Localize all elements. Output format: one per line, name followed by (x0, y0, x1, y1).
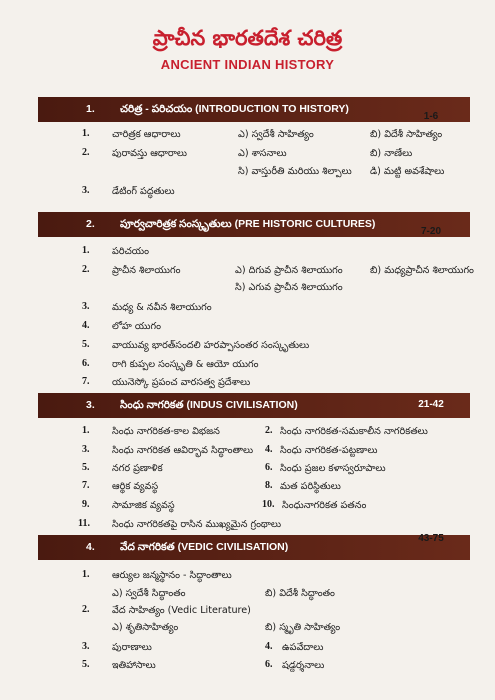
list-item: ఇతిహాసాలు (112, 660, 156, 671)
item-index: 9. (82, 499, 90, 510)
list-item: డేటింగ్ పద్ధతులు (112, 186, 175, 197)
list-item: వేద సాహిత్యం (Vedic Literature) (112, 605, 251, 616)
list-item: ఎ) శాసనాలు (238, 148, 287, 159)
list-item: సి) వాస్తురీతి మరియు శిల్పాలు (238, 166, 352, 177)
item-index: 5. (82, 659, 90, 670)
list-item: చారిత్రక ఆధారాలు (112, 129, 181, 140)
item-index: 1. (82, 245, 90, 256)
list-item: బి) మధ్యప్రాచీన శిలాయుగం (370, 265, 474, 276)
section-number: 3. (86, 399, 95, 411)
section-header-1 (38, 97, 470, 122)
list-item: మత పరిస్థితులు (280, 481, 341, 492)
section-title: సింధు నాగరికత (INDUS CIVILISATION) (120, 399, 298, 411)
item-index: 2. (82, 147, 90, 158)
list-item: పరిచయం (112, 246, 150, 257)
item-index: 1. (82, 569, 90, 580)
section-pages-3: 21-42 (418, 399, 444, 410)
list-item: బి) స్మృతి సాహిత్యం (265, 622, 341, 633)
list-item: ప్రాచీన శిలాయుగం (112, 265, 181, 276)
list-item: ఎ) శృతిసాహిత్యం (112, 622, 179, 633)
item-index: 3. (82, 185, 90, 196)
item-index: 1. (82, 128, 90, 139)
item-index: 6. (82, 358, 90, 369)
list-item: లోహ యుగం (112, 321, 161, 332)
item-index: 7. (82, 480, 90, 491)
list-item: సింధు నాగరికత-పట్టణాలు (280, 445, 378, 456)
list-item: యునెస్కో ప్రపంచ వారసత్వ ప్రదేశాలు (112, 377, 251, 388)
list-item: సింధునాగరికత పతనం (282, 500, 367, 511)
page-title-english: ANCIENT INDIAN HISTORY (160, 57, 335, 72)
page-title-telugu: ప్రాచీన భారతదేశ చరిత్ర (152, 26, 343, 50)
list-item: సింధు నాగరికత-సమకాలీన నాగరికతలు (280, 426, 428, 437)
list-item: బి) నాణేలు (370, 148, 413, 159)
list-item: ఆర్థిక వ్యవస్థ (112, 481, 159, 492)
item-index: 5. (82, 339, 90, 350)
list-item: ఎ) స్వదేశీ సిద్ధాంతం (112, 588, 186, 599)
list-item: సింధు ప్రజల కళాస్వరూపాలు (280, 463, 386, 474)
section-number: 4. (86, 541, 95, 553)
item-index: 5. (82, 462, 90, 473)
section-pages-4: 43-75 (418, 533, 444, 544)
section-header-4 (38, 535, 470, 560)
list-item: సింధు నాగరికత-కాల విభజన (112, 426, 220, 437)
section-number: 1. (86, 103, 95, 115)
list-item: వాయువ్య భారత్‌సందలి హరప్పాసంతర సంస్కృతులు (112, 340, 310, 351)
list-item: సి) ఎగువ ప్రాచీన శిలాయుగం (235, 282, 343, 293)
item-index: 11. (78, 518, 90, 529)
item-index: 2. (265, 425, 273, 436)
list-item: రాగి కుప్పల సంస్కృతి & ఆయో యుగం (112, 359, 259, 370)
section-title: చరిత్ర - పరిచయం (INTRODUCTION TO HISTORY) (120, 103, 349, 115)
section-header-2 (38, 212, 470, 237)
section-header-3 (38, 393, 470, 418)
section-pages-2: 7-20 (420, 226, 441, 237)
item-index: 3. (82, 641, 90, 652)
item-index: 8. (265, 480, 273, 491)
list-item: సింధు నాగరికత ఆవిర్భావ సిద్ధాంతాలు (112, 445, 254, 456)
item-index: 4. (265, 444, 273, 455)
item-index: 2. (82, 264, 90, 275)
item-index: 2. (82, 604, 90, 615)
list-item: ఎ) దిగువ ప్రాచీన శిలాయుగం (235, 265, 343, 276)
list-item: నగర ప్రణాళిక (112, 463, 163, 474)
item-index: 6. (265, 462, 273, 473)
item-index: 1. (82, 425, 90, 436)
list-item: ఉపవేదాలు (282, 642, 324, 653)
list-item: షడ్దర్శనాలు (282, 660, 325, 671)
item-index: 6. (265, 659, 273, 670)
section-title: వేద నాగరికత (VEDIC CIVILISATION) (120, 541, 289, 553)
section-title: పూర్వచారిత్రక సంస్కృతులు (PRE HISTORIC CULTURES) (120, 218, 376, 230)
list-item: బి) విదేశీ సాహిత్యం (370, 129, 443, 140)
list-item: సింధు నాగరికతపై రాసిన ముఖ్యమైన గ్రంథాలు (112, 519, 282, 530)
item-index: 4. (82, 320, 90, 331)
item-index: 3. (82, 444, 90, 455)
list-item: పురావస్తు ఆధారాలు (112, 148, 187, 159)
list-item: పురాణాలు (112, 642, 152, 653)
section-pages-1: 1-6 (423, 111, 439, 122)
list-item: ఆర్యుల జన్మస్థానం - సిద్ధాంతాలు (112, 570, 232, 581)
list-item: మధ్య & నవీన శిలాయుగం (112, 302, 212, 313)
list-item: ఎ) స్వదేశీ సాహిత్యం (238, 129, 314, 140)
list-item: సామాజిక వ్యవస్థ (112, 500, 175, 511)
list-item: డి) మట్టి అవశేషాలు (370, 166, 445, 177)
item-index: 3. (82, 301, 90, 312)
section-number: 2. (86, 218, 95, 230)
list-item: బి) విదేశీ సిద్ధాంతం (265, 588, 335, 599)
item-index: 4. (265, 641, 273, 652)
item-index: 7. (82, 376, 90, 387)
item-index: 10. (262, 499, 275, 510)
